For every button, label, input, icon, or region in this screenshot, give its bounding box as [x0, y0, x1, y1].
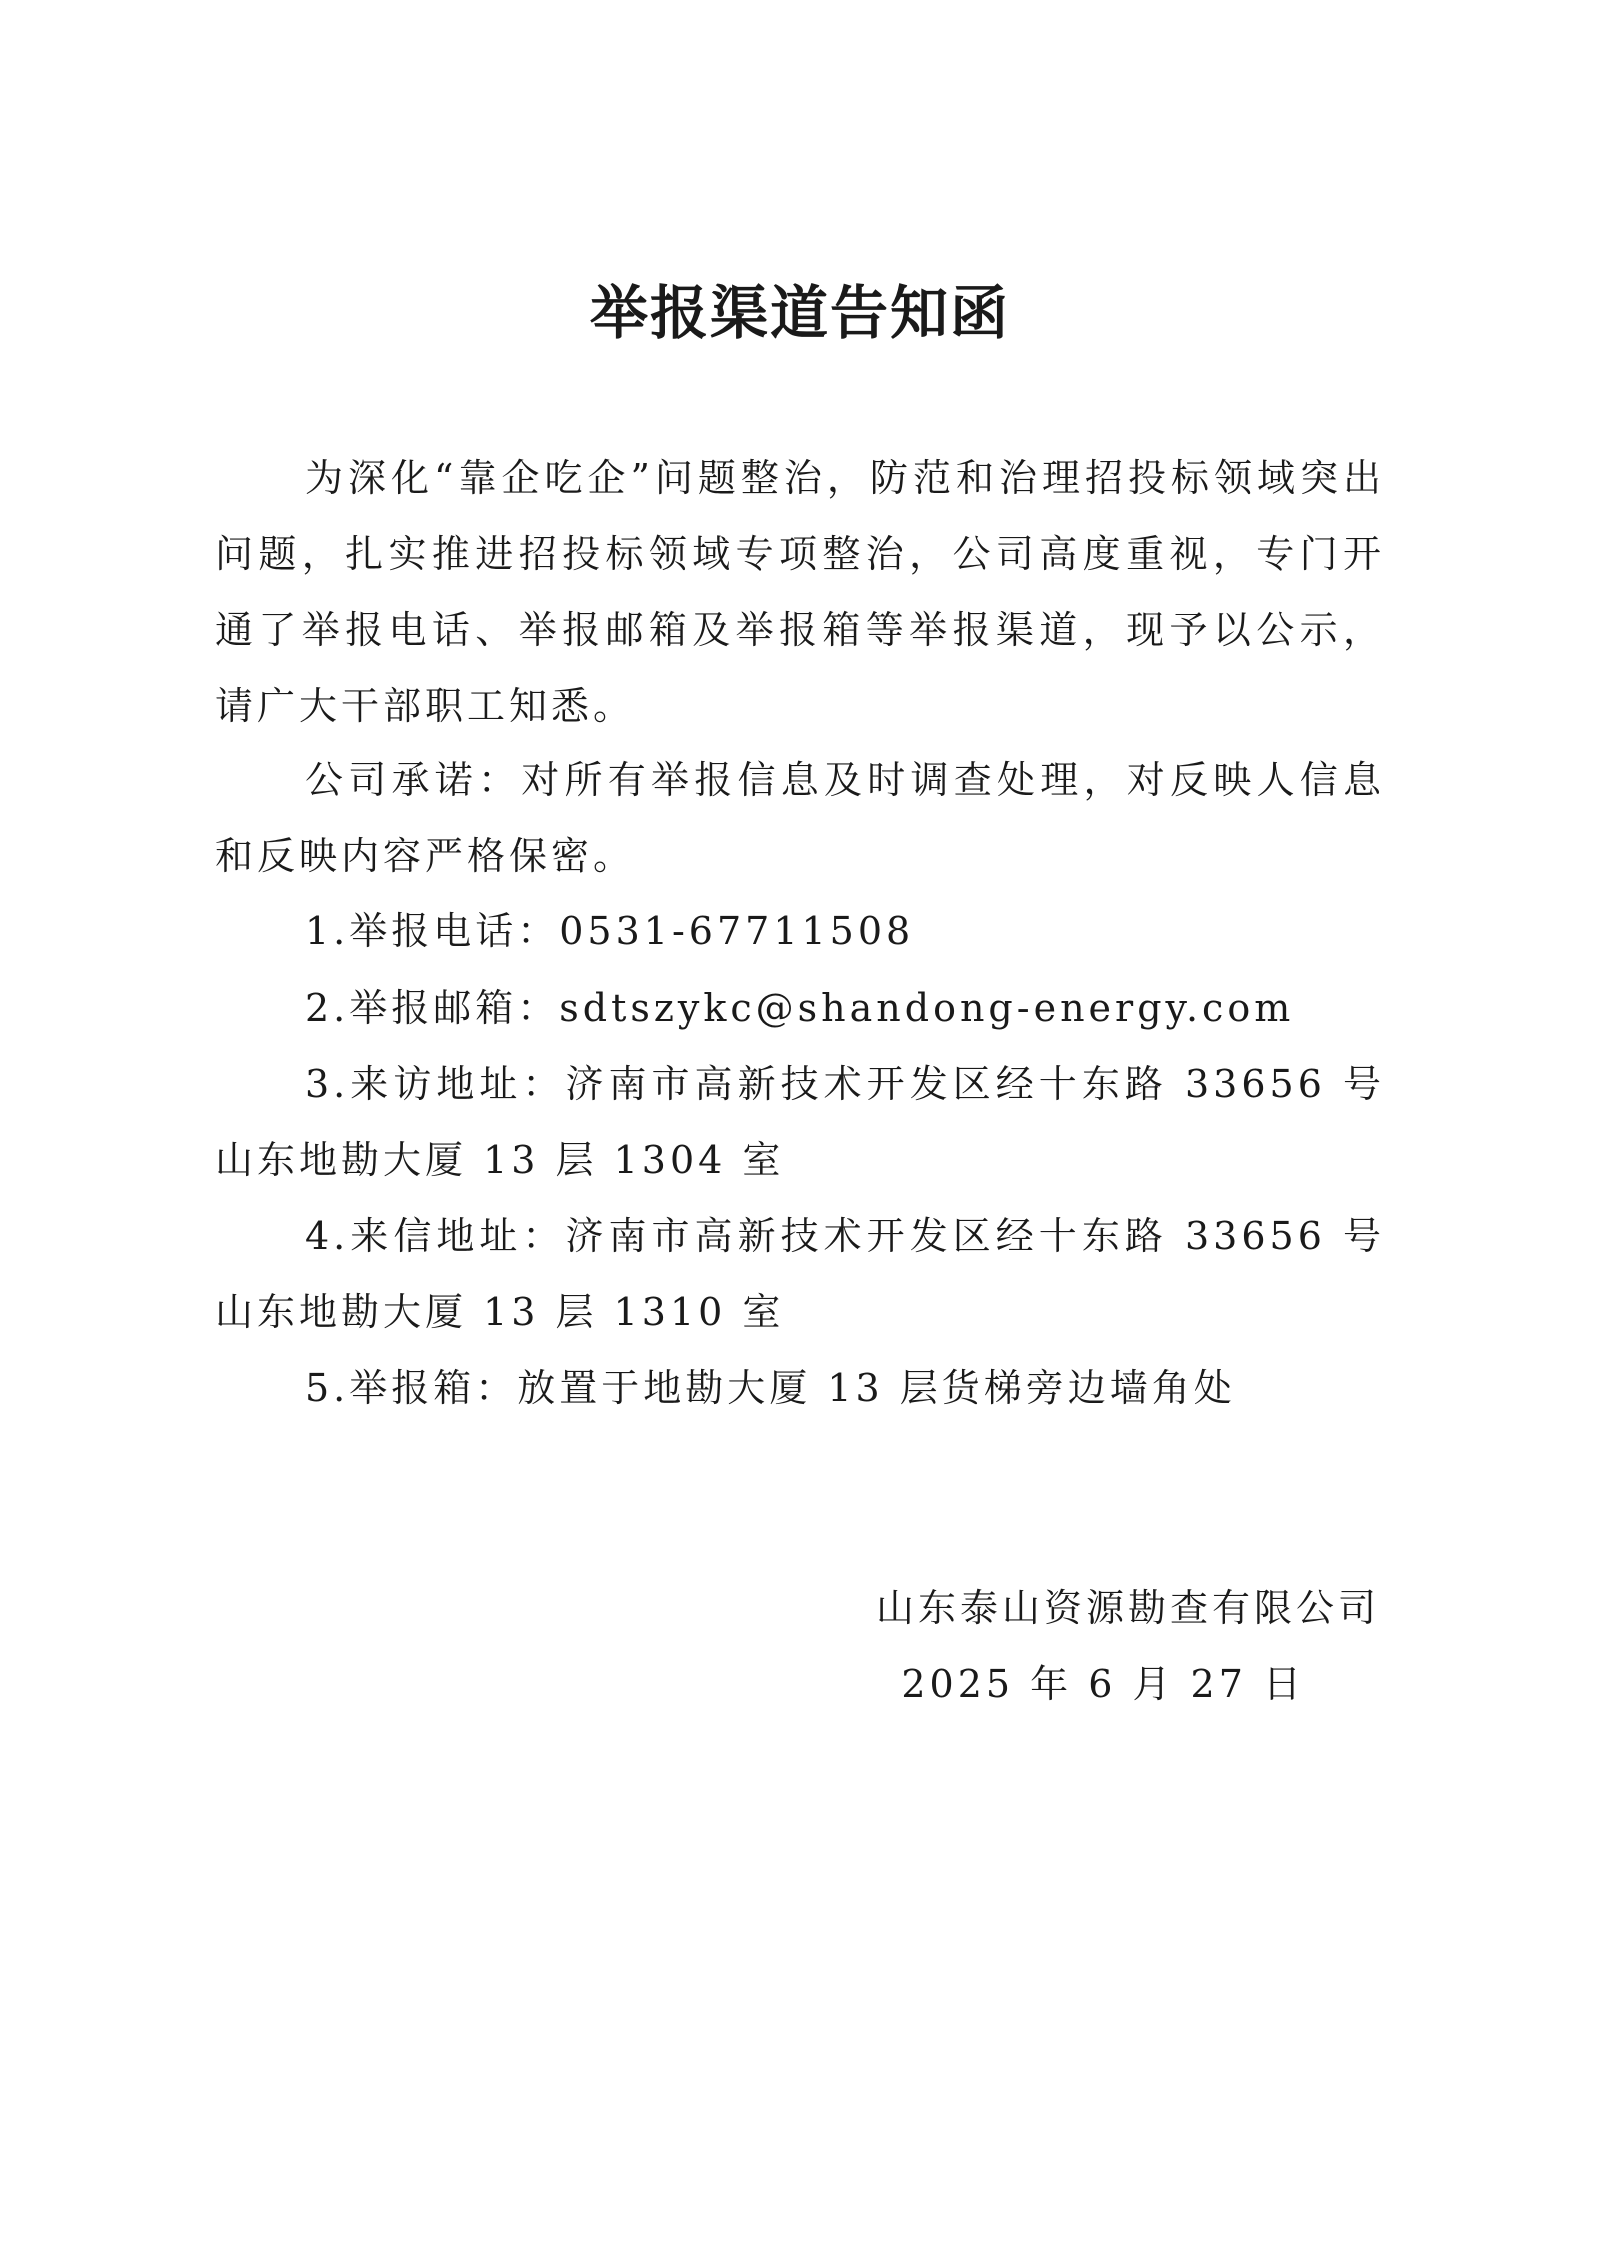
- item-email: 2.举报邮箱：sdtszykc@shandong-energy.com: [305, 986, 1295, 1030]
- document-title: 举报渠道告知函: [589, 279, 1010, 347]
- intro-paragraph: 为深化“靠企吃企”问题整治，防范和治理招投标领域突出问题，扎实推进招投标领域专项整治，公司高度重视，专门开通了举报电话、举报邮箱及举报箱等举报渠道，现予以公示，请广大干部职工知悉。: [215, 456, 1385, 728]
- commitment-paragraph: 公司承诺：对所有举报信息及时调查处理，对反映人信息和反映内容严格保密。: [215, 758, 1385, 878]
- item-report-box: 5.举报箱：放置于地勘大厦 13 层货梯旁边墙角处: [305, 1366, 1236, 1410]
- signature-company: 山东泰山资源勘查有限公司: [875, 1586, 1380, 1630]
- signature-date: 2025 年 6 月 27 日: [901, 1662, 1305, 1706]
- item-phone: 1.举报电话：0531-67711508: [305, 909, 915, 953]
- item-mail-address: 4.来信地址：济南市高新技术开发区经十东路 33656 号山东地勘大厦 13 层 1310 室: [215, 1214, 1385, 1334]
- item-visit-address: 3.来访地址：济南市高新技术开发区经十东路 33656 号山东地勘大厦 13 层 1304 室: [215, 1062, 1385, 1182]
